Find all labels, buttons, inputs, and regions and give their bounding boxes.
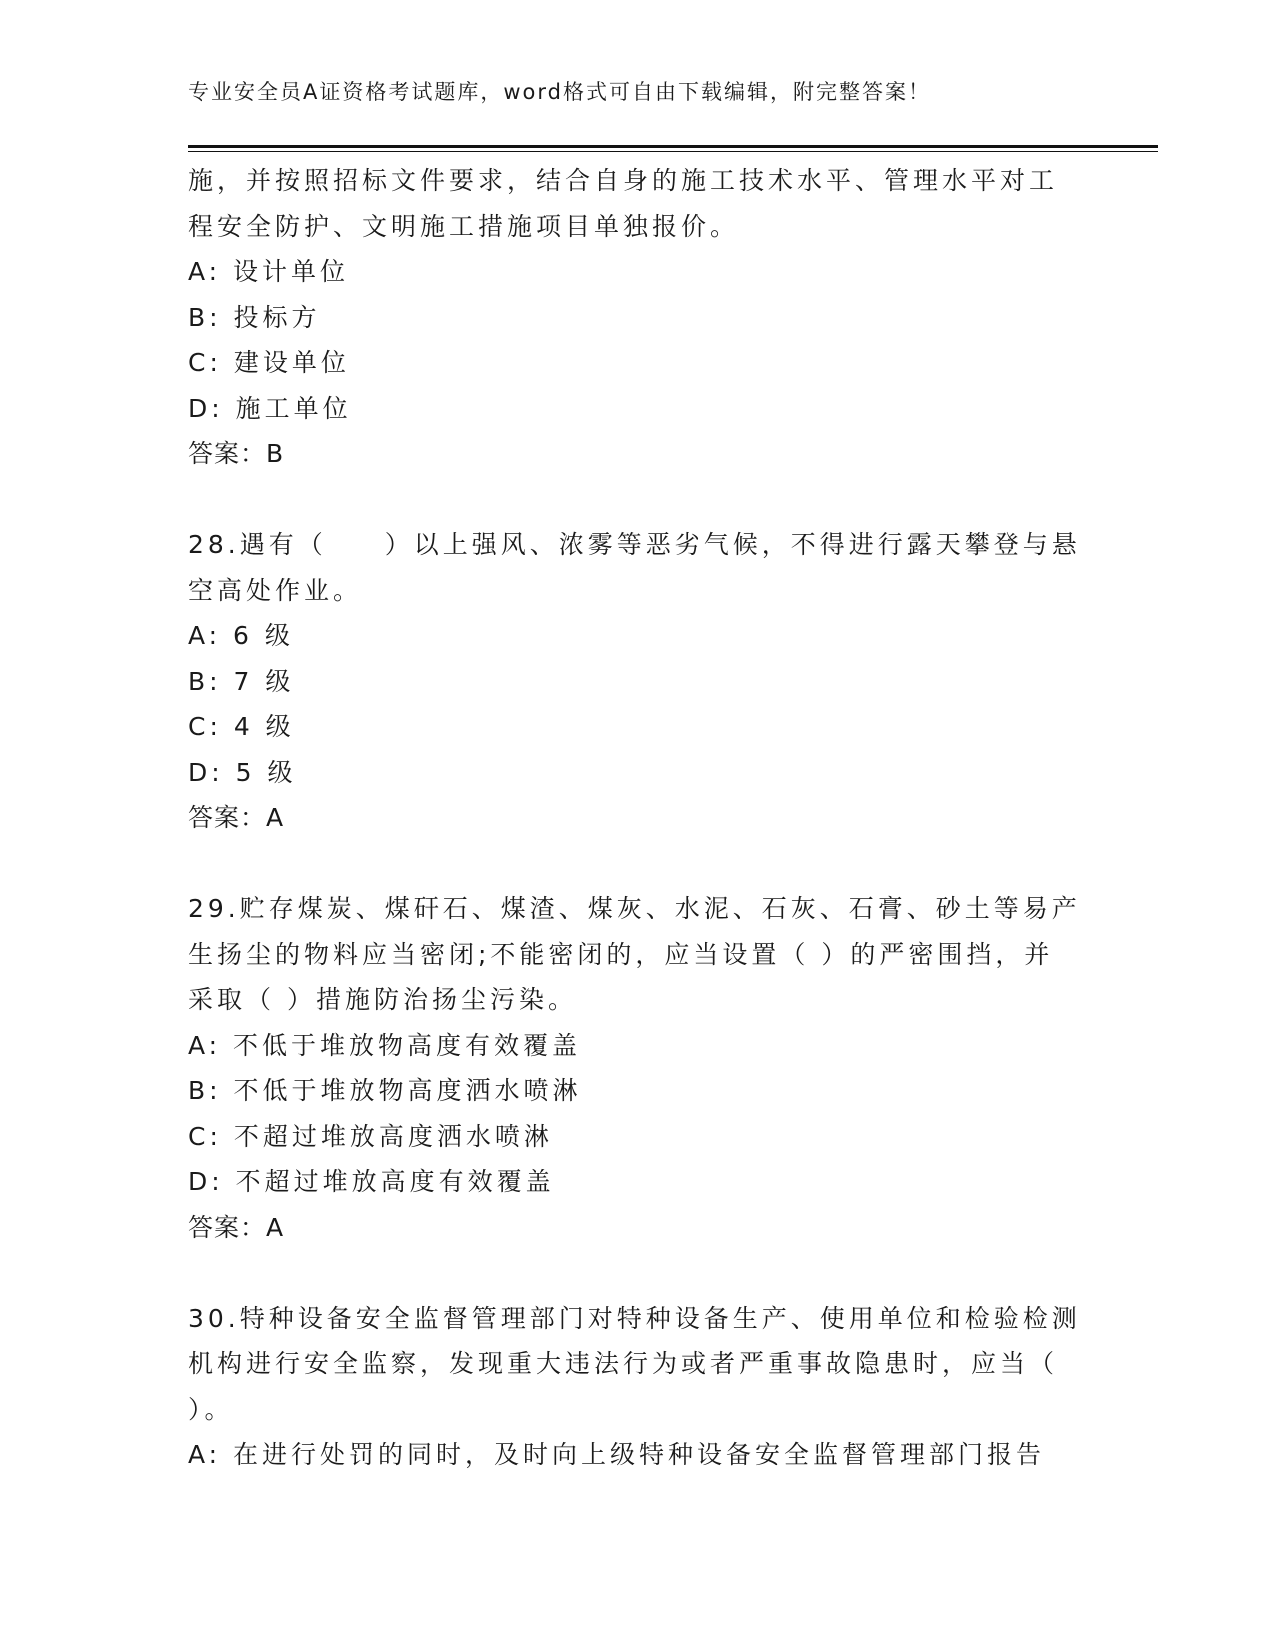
question-stem-line: 空高处作业。: [188, 575, 363, 605]
question-stem-line: ）。: [188, 1394, 234, 1424]
question-28: [188, 522, 1118, 841]
option-a: A: 在进行处罚的同时，及时向上级特种设备安全监督管理部门报告: [188, 1440, 1046, 1469]
question-gap: [188, 1250, 1118, 1296]
option-a: A: 设计单位: [188, 257, 350, 286]
option-b: B: 7 级: [188, 666, 295, 696]
question-30: [188, 1296, 1118, 1478]
option-c: C: 不超过堆放高度洒水喷淋: [188, 1121, 553, 1151]
question-stem-line: 28.遇有（ ）以上强风、浓雾等恶劣气候，不得进行露天攀登与悬: [188, 530, 1081, 559]
answer-label: 答案：A: [188, 1212, 285, 1242]
option-d: D: 不超过堆放高度有效覆盖: [188, 1167, 555, 1196]
question-stem-line: 29.贮存煤炭、煤矸石、煤渣、煤灰、水泥、石灰、石膏、砂土等易产: [188, 894, 1081, 923]
option-d: D: 5 级: [188, 757, 297, 787]
question-stem-line: 程安全防护、文明施工措施项目单独报价。: [188, 211, 740, 241]
page-header: 专业安全员A证资格考试题库，word格式可自由下载编辑，附完整答案！: [188, 80, 931, 104]
option-b: B: 不低于堆放物高度洒水喷淋: [188, 1076, 582, 1105]
answer-label: 答案：A: [188, 803, 285, 832]
question-gap: [188, 477, 1118, 523]
question-stem-line: 生扬尘的物料应当密闭;不能密闭的，应当设置（ ）的严密围挡，并: [188, 939, 1054, 969]
question-29: [188, 886, 1118, 1250]
question-stem-line: 30.特种设备安全监督管理部门对特种设备生产、使用单位和检验检测: [188, 1303, 1081, 1333]
question-stem-line: 施，并按照招标文件要求，结合自身的施工技术水平、管理水平对工: [188, 166, 1059, 195]
question-stem-line: 机构进行安全监察，发现重大违法行为或者严重事故隐患时，应当（: [188, 1349, 1059, 1378]
question-27: [188, 158, 1118, 477]
header-rule-thin: [188, 151, 1158, 152]
option-c: C: 建设单位: [188, 348, 350, 377]
header-rule-thick: [188, 145, 1158, 148]
option-a: A: 不低于堆放物高度有效覆盖: [188, 1030, 582, 1060]
question-gap: [188, 841, 1118, 887]
question-stem-line: 采取（ ）措施防治扬尘污染。: [188, 985, 577, 1014]
option-b: B: 投标方: [188, 302, 321, 332]
option-c: C: 4 级: [188, 712, 295, 741]
answer-label: 答案：B: [188, 439, 285, 468]
option-a: A: 6 级: [188, 621, 294, 650]
option-d: D: 施工单位: [188, 393, 352, 423]
question-content: [188, 158, 1118, 1478]
